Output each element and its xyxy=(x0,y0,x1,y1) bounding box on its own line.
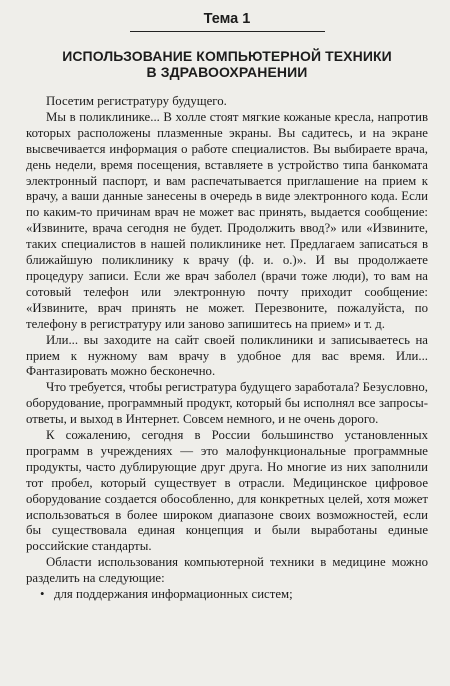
chapter-title xyxy=(26,48,428,80)
paragraph: К сожалению, сегодня в России большинство установленных программ в учреждениях — это малофункциональные программные продукты, часто дублирующие друг друга. Но многие из них заполнили тот пробел, который существует в отрасли. Медицинское цифровое оборудование создается обособленно, для конкретных целей, хотя может использоваться в более широком диапазоне своих возможностей, если бы существовала единая концепция и были выработаны единые российские стандарты. xyxy=(26,428,428,554)
bullet-list xyxy=(26,587,428,603)
topic-heading: Тема 1 xyxy=(203,11,251,27)
chapter-title-line-2: В ЗДРАВООХРАНЕНИИ xyxy=(146,64,308,80)
chapter-title-line-1: ИСПОЛЬЗОВАНИЕ КОМПЬЮТЕРНОЙ ТЕХНИКИ xyxy=(62,48,392,64)
paragraph: Мы в поликлинике... В холле стоят мягкие кожаные кресла, напротив которых расположены плазменные экраны. Вы садитесь, и на экране высвечивается информация о работе специалистов. Вы выбираете врача, день недели, время посещения, вставляете в устройство типа банкомата электронный паспорт, и вам распечатывается приглашение на прием к врачу, а ваши данные занесены в очередь в виде электронного кода. Если по каким-то причинам врач не может вас принять, выдается сообщение: «Извините, врача сегодня не будет. Продолжить ввод?» или «Извините, таких специалистов в нашей поликлинике нет. Предлагаем записаться в ближайшую поликлинику к врачу (ф. и. о.)». И вы продолжаете процедуру записи. Если же врач заболел (врачи тоже люди), то вам на сотовый телефон или электронную почту приходит сообщение: «Извините, врач принять не может. Перезвоните, пожалуйста, по телефону в регистратуру или заново запишитесь на прием» и т. д. xyxy=(26,109,428,331)
list-item: • для поддержания информационных систем; xyxy=(40,587,428,603)
body-text xyxy=(26,94,428,603)
paragraph: Области использования компьютерной техники в медицине можно разделить на следующие: xyxy=(26,555,428,586)
paragraph: Что требуется, чтобы регистратура будущего заработала? Безусловно, оборудование, программный продукт, который бы исполнял все запросы-ответы, и выход в Интернет. Совсем немного, и не очень дорого. xyxy=(26,380,428,427)
paragraph: Посетим регистратуру будущего. xyxy=(46,94,227,108)
paragraph: Или... вы заходите на сайт своей поликлиники и записываетесь на прием к нужному вам врачу в удобное для вас время. Или... Фантазировать можно бесконечно. xyxy=(26,332,428,379)
topic-underline xyxy=(130,31,325,32)
